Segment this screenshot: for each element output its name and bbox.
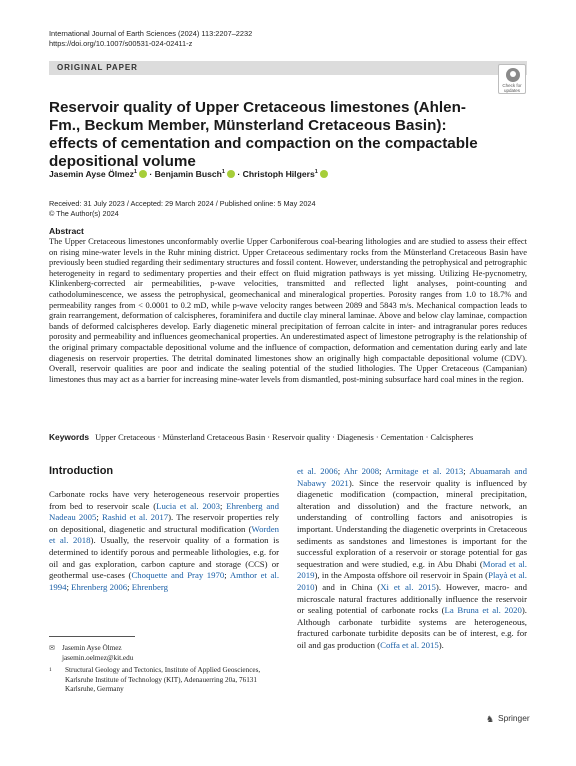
citation-link[interactable]: et al. 2006 xyxy=(297,466,338,476)
envelope-icon: ✉ xyxy=(49,644,55,652)
citation-link[interactable]: La Bruna et al. 2020 xyxy=(444,605,522,616)
body-text: ; xyxy=(127,581,132,592)
author-separator: · xyxy=(146,169,155,179)
orcid-icon[interactable] xyxy=(320,170,328,178)
check-for-updates-icon xyxy=(506,68,520,82)
body-text: Carbonate rocks have very heterogeneous reservoir properties from bed to reservoir scale ( xyxy=(49,489,279,511)
body-text: ; xyxy=(66,581,72,592)
citation-link[interactable]: Ehrenberg 2006 xyxy=(71,581,128,592)
publication-dates xyxy=(49,199,316,218)
author-name[interactable]: Christoph Hilgers xyxy=(242,169,315,179)
author-affiliation-sup: 1 xyxy=(221,169,225,175)
body-text: ). Although carbonate turbidite systems are heterogeneous, fractured carbonate turbidite deposits can be of interest, e.g. for oil and gas production ( xyxy=(297,605,527,650)
article-type-banner xyxy=(49,61,527,75)
body-text: ). Usually, the reservoir quality of a formation is determined to identify porous and permeable lithologies, e.g. for oil and gas exploration, carbon capture and storage (CCS) or geothermal use-cases ( xyxy=(49,535,279,581)
citation-link[interactable]: Ahr 2008 xyxy=(343,466,380,476)
body-text: ; xyxy=(219,500,227,511)
author-name[interactable]: Jasemin Ayse Ölmez xyxy=(49,169,134,179)
citation-link[interactable]: Coffa et al. 2015 xyxy=(380,639,439,650)
copyright-line: © The Author(s) 2024 xyxy=(49,208,119,218)
body-text: ; xyxy=(463,466,470,476)
corresponding-email[interactable]: jasemin.oelmez@kit.edu xyxy=(62,653,134,662)
keywords-list: Upper Cretaceous · Münsterland Cretaceous Basin · Reservoir quality · Diagenesis · Cementation · Calcispheres xyxy=(95,433,474,442)
received-accepted-published: Received: 31 July 2023 / Accepted: 29 March 2024 / Published online: 5 May 2024 xyxy=(49,199,316,208)
body-text: ). The reservoir properties rely on depositional, diagenetic and structural modification ( xyxy=(49,512,280,534)
keywords xyxy=(49,432,527,444)
corresponding-author xyxy=(49,644,133,663)
article-type-label: ORIGINAL PAPER xyxy=(57,63,138,72)
introduction-right-column xyxy=(297,466,527,652)
body-text: ; xyxy=(379,466,386,476)
introduction-heading: Introduction xyxy=(49,465,114,477)
check-for-updates-button[interactable] xyxy=(498,64,526,94)
body-text: ; xyxy=(96,512,102,523)
journal-citation: International Journal of Earth Sciences (2024) 113:2207–2232 xyxy=(49,29,253,38)
author-affiliation-sup: 1 xyxy=(314,169,318,175)
author-separator: · xyxy=(234,169,243,179)
body-text: ), in the Amposta offshore oil reservoir in Spain ( xyxy=(314,570,489,581)
citation-link[interactable]: Worden et al. 2018 xyxy=(49,523,279,546)
abstract-heading: Abstract xyxy=(49,226,84,236)
citation-link[interactable]: Xi et al. 2015 xyxy=(380,581,436,592)
author-name[interactable]: Benjamin Busch xyxy=(154,169,222,179)
body-text: ). xyxy=(438,639,444,650)
citation-link[interactable]: Morad et al. 2019 xyxy=(297,558,527,581)
citation-link[interactable]: Playà et al. 2010 xyxy=(297,570,527,592)
orcid-icon[interactable] xyxy=(227,170,235,178)
check-updates-label-2: updates xyxy=(503,88,520,93)
body-text: ; xyxy=(337,466,344,476)
publisher-name: Springer xyxy=(498,713,530,723)
citation-link[interactable]: Rashid et al. 2017 xyxy=(102,512,169,523)
author-affiliation-sup: 1 xyxy=(133,169,137,175)
abstract-text: The Upper Cretaceous limestones unconformably overlie Upper Carboniferous coal-bearing lithologies and are studied to assess their effect on rising mine-water levels in the Ruhr mining district. Upper Cretaceous sedimentary rocks from the Münsterland Cretaceous Basin have previously been studied regarding their sedimentary structures and fossil content. However, understanding the petrophysical and petrographic heterogeneity in regard to sedimentary properties and their effect on fluid migration pathways is yet missing. Utilizing He-pycnometry, Klinkenberg-corrected air permeabilities, p-wave velocities, transmitted and reflected light analyses, point-counting and cathodoluminescence, we assess the petrophysical, geomechanical and mineralogical properties. Porosity ranges from 1.0 to 18.7% and permeability ranges from < 0.0001 to 0.2 mD, while p-wave velocity ranges between 2089 and 5843 m/s. Mechanical compaction leads to grain rearrangement, deformation of calcispheres, foraminifera and ductile clay mineral laminae. Above and below clay laminae, compaction bands of deformed calcispheres develop. Early diagenetic mineral precipitation of ferroan calcite in inter- and intragranular pores reduces porosity and permeability and influences geomechanical properties. An underestimated aspect of limestone petrography is the relationship of the original primary compactable depositional volume and the influence of compaction, deformation and cementation during early and late diagenesis on reservoir properties. The detrital dominated limestones show an originally high compactable depositional volume (CDV). Overall, reservoir qualities are poor and indicate the sealing potential of the studied lithologies. The Upper Cretaceous (Campanian) limestones thus may act as a barrier for increasing mine-water levels from dismantled, post-mining subsurface hard coal mines in the region. xyxy=(49,236,527,384)
body-text: ) and in China ( xyxy=(314,581,381,592)
affiliation-footnote xyxy=(49,666,279,695)
check-updates-label-1: Check for xyxy=(502,83,522,88)
footnote-divider xyxy=(49,636,135,637)
orcid-icon[interactable] xyxy=(139,170,147,178)
corresponding-name: Jasemin Ayse Ölmez xyxy=(62,644,122,652)
journal-header xyxy=(49,29,252,49)
body-text: ; xyxy=(224,570,230,581)
citation-link[interactable]: Ehrenberg xyxy=(131,581,169,592)
citation-link[interactable]: Choquette and Pray 1970 xyxy=(131,570,225,581)
doi-link[interactable]: https://doi.org/10.1007/s00531-024-02411-z xyxy=(49,39,193,48)
affiliation-text: Structural Geology and Tectonics, Institute of Applied Geosciences, Karlsruhe Institute of Technology (KIT), Adenauerring 20a, 76131 Karlsruhe, Germany xyxy=(65,666,261,694)
body-text: ). Since the reservoir quality is influenced by diagenetic modification (compaction, mineral precipitation, alteration and dissolution) and the fracture network, an understanding of controlling factors and anisotropies is important. Understanding the diagenetic overprints in Cretaceous sediments as sandstones and limestones is important for the successful exploration of a reservoir or storage potential for gas sequestration and were studied, e.g. in Abu Dhabi ( xyxy=(297,477,528,569)
citation-link[interactable]: Ehrenberg and Nadeau 2005 xyxy=(49,500,279,523)
keywords-label: Keywords xyxy=(49,432,90,442)
citation-link[interactable]: Lucia et al. 2003 xyxy=(156,500,220,511)
introduction-left-column xyxy=(49,489,279,593)
body-text: ). However, macro- and microscale natural fractures additionally influence the reservoir or sealing potential of carbonate rocks ( xyxy=(297,581,527,616)
citation-link[interactable]: Abuamarah and Nabawy 2021 xyxy=(297,466,527,488)
publisher-logo xyxy=(486,713,530,725)
citation-link[interactable]: Amthor et al. 1994 xyxy=(49,570,280,592)
author-list xyxy=(49,169,328,179)
citation-link[interactable]: Armitage et al. 2013 xyxy=(385,466,464,476)
article-title: Reservoir quality of Upper Cretaceous limestones (Ahlen-Fm., Beckum Member, Münsterland Cretaceous Basin): effects of cementation and compaction on the compactable depositional volume xyxy=(49,99,478,170)
springer-horse-icon: ♞ xyxy=(486,715,495,725)
affiliation-number: 1 xyxy=(49,667,52,673)
